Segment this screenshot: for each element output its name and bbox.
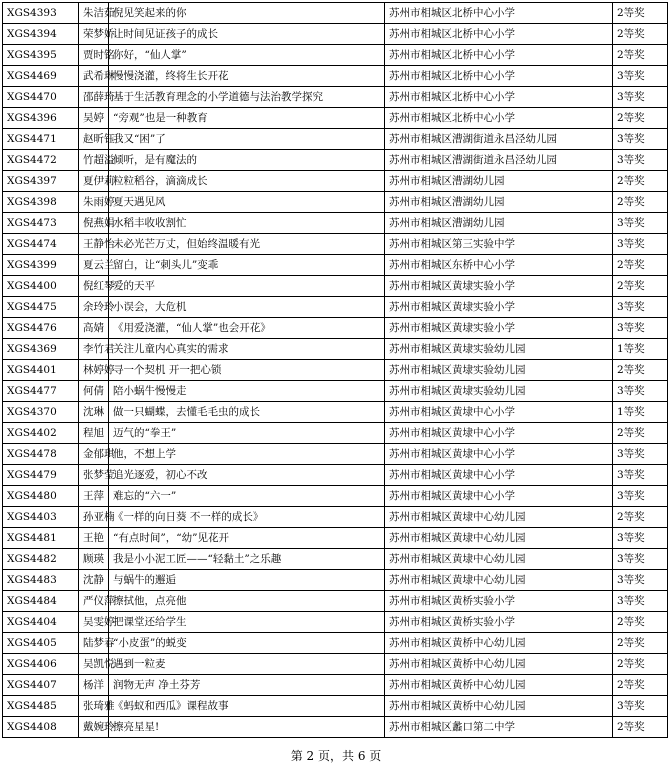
table-row — [3, 591, 668, 612]
entry-id-cell: XGS4395 — [3, 45, 79, 66]
school-cell: 苏州市相城区黄埭中心幼儿园 — [385, 549, 613, 570]
table-row — [3, 45, 668, 66]
school-cell: 苏州市相城区东桥中心小学 — [385, 255, 613, 276]
entry-id-cell: XGS4404 — [3, 612, 79, 633]
paper-title-cell: 擦亮星星! — [109, 717, 385, 738]
entry-id-cell: XGS4401 — [3, 360, 79, 381]
entry-id-cell: XGS4471 — [3, 129, 79, 150]
table-row — [3, 549, 668, 570]
school-cell: 苏州市相城区黄桥中心幼儿园 — [385, 696, 613, 717]
author-name-cell: 严仪萍 — [79, 591, 109, 612]
school-cell: 苏州市相城区黄埭中心小学 — [385, 486, 613, 507]
award-level-cell: 2等奖 — [613, 360, 668, 381]
paper-title-cell: 做一只蝴蝶，去懂毛毛虫的成长 — [109, 402, 385, 423]
paper-title-cell: 水稻丰收收割忙 — [109, 213, 385, 234]
award-level-cell: 3等奖 — [613, 87, 668, 108]
author-name-cell: 吴凯悦 — [79, 654, 109, 675]
paper-title-cell: 与蜗牛的邂逅 — [109, 570, 385, 591]
award-level-cell: 3等奖 — [613, 381, 668, 402]
author-name-cell: 沈琳 — [79, 402, 109, 423]
paper-title-cell: “小皮蛋”的蜕变 — [109, 633, 385, 654]
paper-title-cell: 留白，让“刺头儿”变乖 — [109, 255, 385, 276]
paper-title-cell: 《一样的向日葵 不一样的成长》 — [109, 507, 385, 528]
school-cell: 苏州市相城区黄埭中心幼儿园 — [385, 528, 613, 549]
paper-title-cell: 夏天遇见风 — [109, 192, 385, 213]
entry-id-cell: XGS4484 — [3, 591, 79, 612]
table-row — [3, 234, 668, 255]
table-row — [3, 570, 668, 591]
author-name-cell: 王艳 — [79, 528, 109, 549]
award-level-cell: 1等奖 — [613, 402, 668, 423]
paper-title-cell: 关注儿童内心真实的需求 — [109, 339, 385, 360]
entry-id-cell: XGS4478 — [3, 444, 79, 465]
author-name-cell: 贾时铭 — [79, 45, 109, 66]
paper-title-cell: 遇到一粒麦 — [109, 654, 385, 675]
document-page — [2, 2, 670, 738]
entry-id-cell: XGS4485 — [3, 696, 79, 717]
author-name-cell: 倪红琴 — [79, 276, 109, 297]
paper-title-cell: 迈气的“拳王” — [109, 423, 385, 444]
school-cell: 苏州市相城区黄桥实验小学 — [385, 591, 613, 612]
award-level-cell: 3等奖 — [613, 129, 668, 150]
school-cell: 苏州市相城区黄埭实验幼儿园 — [385, 339, 613, 360]
table-row — [3, 465, 668, 486]
entry-id-cell: XGS4482 — [3, 549, 79, 570]
table-row — [3, 171, 668, 192]
school-cell: 苏州市相城区黄埭中心小学 — [385, 402, 613, 423]
author-name-cell: 王静怡 — [79, 234, 109, 255]
table-row — [3, 339, 668, 360]
award-level-cell: 2等奖 — [613, 633, 668, 654]
table-row — [3, 276, 668, 297]
table-row — [3, 402, 668, 423]
entry-id-cell: XGS4479 — [3, 465, 79, 486]
table-row — [3, 612, 668, 633]
paper-title-cell: 慢慢浇灌，终将生长开花 — [109, 66, 385, 87]
award-level-cell: 3等奖 — [613, 465, 668, 486]
school-cell: 苏州市相城区黄桥中心幼儿园 — [385, 675, 613, 696]
school-cell: 苏州市相城区漕湖街道永昌泾幼儿园 — [385, 129, 613, 150]
paper-title-cell: 小误会，大危机 — [109, 297, 385, 318]
paper-title-cell: 你好，“仙人掌” — [109, 45, 385, 66]
author-name-cell: 李竹君 — [79, 339, 109, 360]
author-name-cell: 高婧 — [79, 318, 109, 339]
entry-id-cell: XGS4477 — [3, 381, 79, 402]
award-level-cell: 2等奖 — [613, 423, 668, 444]
award-level-cell: 1等奖 — [613, 339, 668, 360]
school-cell: 苏州市相城区第三实验中学 — [385, 234, 613, 255]
school-cell: 苏州市相城区黄桥中心幼儿园 — [385, 654, 613, 675]
author-name-cell: 吴婷 — [79, 108, 109, 129]
entry-id-cell: XGS4400 — [3, 276, 79, 297]
table-row — [3, 66, 668, 87]
award-table-body — [3, 3, 668, 738]
award-level-cell: 3等奖 — [613, 234, 668, 255]
author-name-cell: 杨洋 — [79, 675, 109, 696]
author-name-cell: 吴雯婷 — [79, 612, 109, 633]
school-cell: 苏州市相城区黄桥实验小学 — [385, 612, 613, 633]
table-row — [3, 423, 668, 444]
entry-id-cell: XGS4473 — [3, 213, 79, 234]
entry-id-cell: XGS4407 — [3, 675, 79, 696]
award-level-cell: 2等奖 — [613, 255, 668, 276]
paper-title-cell: 粒粒稻谷，滴滴成长 — [109, 171, 385, 192]
paper-title-cell: 爱的天平 — [109, 276, 385, 297]
paper-title-cell: 追光逐爱，初心不改 — [109, 465, 385, 486]
entry-id-cell: XGS4403 — [3, 507, 79, 528]
table-row — [3, 213, 668, 234]
school-cell: 苏州市相城区黄埭中心幼儿园 — [385, 507, 613, 528]
paper-title-cell: “有点时间”，“幼”见花开 — [109, 528, 385, 549]
school-cell: 苏州市相城区北桥中心小学 — [385, 108, 613, 129]
paper-title-cell: 让时间见证孩子的成长 — [109, 24, 385, 45]
award-level-cell: 3等奖 — [613, 486, 668, 507]
award-level-cell: 3等奖 — [613, 66, 668, 87]
table-row — [3, 717, 668, 738]
table-row — [3, 360, 668, 381]
author-name-cell: 王萍 — [79, 486, 109, 507]
award-level-cell: 2等奖 — [613, 192, 668, 213]
table-row — [3, 150, 668, 171]
author-name-cell: 荣梦娇 — [79, 24, 109, 45]
award-level-cell: 2等奖 — [613, 675, 668, 696]
school-cell: 苏州市相城区蠡口第二中学 — [385, 717, 613, 738]
author-name-cell: 张梦莹 — [79, 465, 109, 486]
author-name-cell: 余玲玲 — [79, 297, 109, 318]
entry-id-cell: XGS4398 — [3, 192, 79, 213]
award-level-cell: 3等奖 — [613, 549, 668, 570]
entry-id-cell: XGS4408 — [3, 717, 79, 738]
entry-id-cell: XGS4475 — [3, 297, 79, 318]
table-row — [3, 507, 668, 528]
school-cell: 苏州市相城区黄埭实验小学 — [385, 297, 613, 318]
award-level-cell: 3等奖 — [613, 213, 668, 234]
entry-id-cell: XGS4474 — [3, 234, 79, 255]
entry-id-cell: XGS4476 — [3, 318, 79, 339]
author-name-cell: 夏云兰 — [79, 255, 109, 276]
paper-title-cell: 《蚂蚁和西瓜》课程故事 — [109, 696, 385, 717]
award-level-cell: 2等奖 — [613, 276, 668, 297]
award-level-cell: 2等奖 — [613, 654, 668, 675]
school-cell: 苏州市相城区黄埭实验幼儿园 — [385, 381, 613, 402]
entry-id-cell: XGS4480 — [3, 486, 79, 507]
school-cell: 苏州市相城区黄埭中心幼儿园 — [385, 570, 613, 591]
award-level-cell: 2等奖 — [613, 612, 668, 633]
school-cell: 苏州市相城区黄埭中心小学 — [385, 465, 613, 486]
award-level-cell: 2等奖 — [613, 24, 668, 45]
author-name-cell: 戴婉玲 — [79, 717, 109, 738]
paper-title-cell: 陪小蜗牛慢慢走 — [109, 381, 385, 402]
author-name-cell: 陆梦春 — [79, 633, 109, 654]
award-level-cell: 2等奖 — [613, 45, 668, 66]
school-cell: 苏州市相城区漕湖幼儿园 — [385, 192, 613, 213]
paper-title-cell: 倾听，是有魔法的 — [109, 150, 385, 171]
entry-id-cell: XGS4472 — [3, 150, 79, 171]
paper-title-cell: 润物无声 净土芬芳 — [109, 675, 385, 696]
author-name-cell: 倪燕娟 — [79, 213, 109, 234]
author-name-cell: 张琦雅 — [79, 696, 109, 717]
award-level-cell: 2等奖 — [613, 717, 668, 738]
school-cell: 苏州市相城区黄埭实验小学 — [385, 318, 613, 339]
paper-title-cell: 倪见笑起来的你 — [109, 3, 385, 24]
table-row — [3, 192, 668, 213]
author-name-cell: 孙亚楠 — [79, 507, 109, 528]
award-level-cell: 3等奖 — [613, 570, 668, 591]
author-name-cell: 邵薛琦 — [79, 87, 109, 108]
table-row — [3, 381, 668, 402]
entry-id-cell: XGS4370 — [3, 402, 79, 423]
school-cell: 苏州市相城区黄埭中心小学 — [385, 423, 613, 444]
table-row — [3, 696, 668, 717]
author-name-cell: 夏伊莉 — [79, 171, 109, 192]
award-level-cell: 3等奖 — [613, 150, 668, 171]
school-cell: 苏州市相城区北桥中心小学 — [385, 3, 613, 24]
school-cell: 苏州市相城区北桥中心小学 — [385, 24, 613, 45]
entry-id-cell: XGS4402 — [3, 423, 79, 444]
paper-title-cell: 《用爱浇灌，“仙人掌”也会开花》 — [109, 318, 385, 339]
award-level-cell: 3等奖 — [613, 318, 668, 339]
school-cell: 苏州市相城区漕湖街道永昌泾幼儿园 — [385, 150, 613, 171]
author-name-cell: 赵昕钰 — [79, 129, 109, 150]
school-cell: 苏州市相城区黄桥中心幼儿园 — [385, 633, 613, 654]
school-cell: 苏州市相城区漕湖幼儿园 — [385, 213, 613, 234]
table-row — [3, 528, 668, 549]
entry-id-cell: XGS4396 — [3, 108, 79, 129]
school-cell: 苏州市相城区北桥中心小学 — [385, 66, 613, 87]
table-row — [3, 255, 668, 276]
author-name-cell: 何倩 — [79, 381, 109, 402]
award-level-cell: 3等奖 — [613, 696, 668, 717]
author-name-cell: 顾瑛 — [79, 549, 109, 570]
paper-title-cell: 我又“困”了 — [109, 129, 385, 150]
author-name-cell: 程旭 — [79, 423, 109, 444]
school-cell: 苏州市相城区漕湖幼儿园 — [385, 171, 613, 192]
table-row — [3, 24, 668, 45]
author-name-cell: 朱雨婷 — [79, 192, 109, 213]
entry-id-cell: XGS4483 — [3, 570, 79, 591]
entry-id-cell: XGS4405 — [3, 633, 79, 654]
author-name-cell: 林婷婷 — [79, 360, 109, 381]
table-row — [3, 675, 668, 696]
author-name-cell: 朱洁茹 — [79, 3, 109, 24]
award-level-cell: 3等奖 — [613, 444, 668, 465]
table-row — [3, 633, 668, 654]
school-cell: 苏州市相城区黄埭实验小学 — [385, 276, 613, 297]
school-cell: 苏州市相城区黄埭中心小学 — [385, 444, 613, 465]
school-cell: 苏州市相城区黄埭实验幼儿园 — [385, 360, 613, 381]
entry-id-cell: XGS4481 — [3, 528, 79, 549]
paper-title-cell: “旁观”也是一种教育 — [109, 108, 385, 129]
entry-id-cell: XGS4393 — [3, 3, 79, 24]
entry-id-cell: XGS4394 — [3, 24, 79, 45]
table-row — [3, 318, 668, 339]
paper-title-cell: 他，不想上学 — [109, 444, 385, 465]
paper-title-cell: 擦拭他，点亮他 — [109, 591, 385, 612]
paper-title-cell: 寻一个契机 开一把心锁 — [109, 360, 385, 381]
table-row — [3, 87, 668, 108]
entry-id-cell: XGS4469 — [3, 66, 79, 87]
page-footer: 第 2 页，共 6 页 — [290, 749, 382, 763]
award-level-cell: 2等奖 — [613, 171, 668, 192]
paper-title-cell: 把课堂还给学生 — [109, 612, 385, 633]
paper-title-cell: 难忘的“六一” — [109, 486, 385, 507]
table-row — [3, 297, 668, 318]
award-table — [2, 2, 668, 738]
table-row — [3, 3, 668, 24]
award-level-cell: 2等奖 — [613, 3, 668, 24]
entry-id-cell: XGS4406 — [3, 654, 79, 675]
award-level-cell: 2等奖 — [613, 108, 668, 129]
author-name-cell: 竹超溢 — [79, 150, 109, 171]
school-cell: 苏州市相城区北桥中心小学 — [385, 87, 613, 108]
entry-id-cell: XGS4399 — [3, 255, 79, 276]
award-level-cell: 3等奖 — [613, 528, 668, 549]
table-row — [3, 129, 668, 150]
table-row — [3, 444, 668, 465]
paper-title-cell: 我是小小泥工匠——“轻黏土”之乐趣 — [109, 549, 385, 570]
table-row — [3, 108, 668, 129]
school-cell: 苏州市相城区北桥中心小学 — [385, 45, 613, 66]
author-name-cell: 武希琳 — [79, 66, 109, 87]
table-row — [3, 654, 668, 675]
award-level-cell: 2等奖 — [613, 507, 668, 528]
paper-title-cell: 未必光芒万丈，但始终温暖有光 — [109, 234, 385, 255]
paper-title-cell: 基于生活教育理念的小学道德与法治教学探究 — [109, 87, 385, 108]
award-level-cell: 3等奖 — [613, 297, 668, 318]
award-level-cell: 3等奖 — [613, 591, 668, 612]
table-row — [3, 486, 668, 507]
entry-id-cell: XGS4397 — [3, 171, 79, 192]
author-name-cell: 沈静 — [79, 570, 109, 591]
entry-id-cell: XGS4470 — [3, 87, 79, 108]
entry-id-cell: XGS4369 — [3, 339, 79, 360]
author-name-cell: 金郁琪 — [79, 444, 109, 465]
